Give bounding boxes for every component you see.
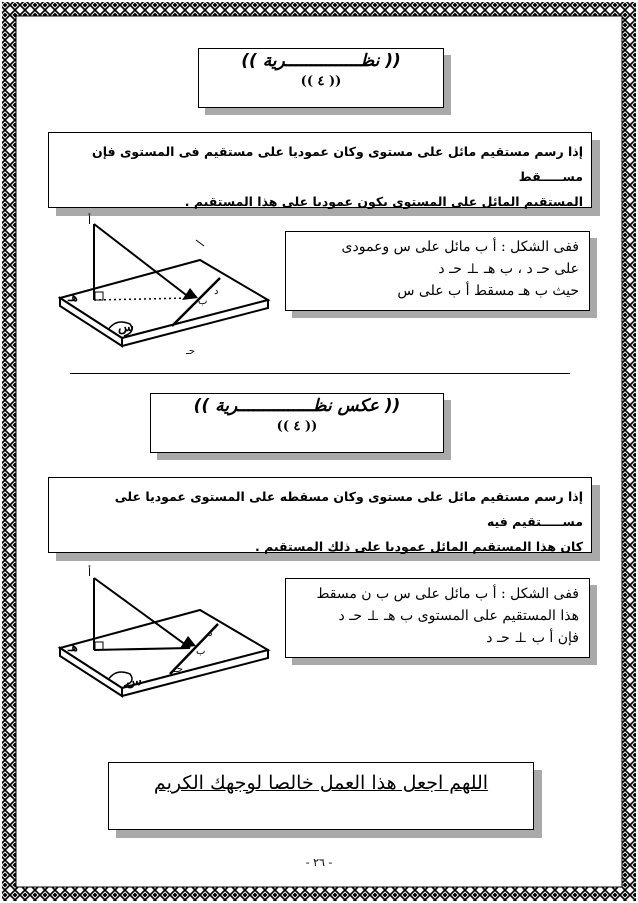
converse-number: (( ٤ )) bbox=[276, 419, 318, 434]
converse-desc-line2: هذا المستقيم على المستوى ب هـ ⊥ حـ د bbox=[338, 608, 579, 624]
converse-description bbox=[285, 578, 590, 658]
theorem-desc-line1: ففى الشكل : أ ب مائل على س وعمودى bbox=[341, 239, 579, 255]
converse-desc-line1: ففى الشكل : أ ب مائل على س ب ن مسقط bbox=[316, 586, 579, 602]
fig1-label-dal: د bbox=[214, 286, 219, 297]
fig2-label-seen: س bbox=[126, 674, 142, 689]
fig1-label-ha2: حـ bbox=[186, 346, 196, 357]
dua-box bbox=[108, 762, 534, 830]
section-separator bbox=[70, 373, 570, 374]
fig2-label-ha2: حـ bbox=[174, 664, 184, 675]
fig1-label-ha: هـ bbox=[68, 290, 78, 304]
fig2-label-dal: د bbox=[208, 628, 213, 639]
theorem-desc-line3: حيث ب هـ مسقط أ ب على س bbox=[397, 283, 579, 299]
theorem-description bbox=[285, 231, 590, 311]
theorem-title: (( نظـــــــــــــــرية )) bbox=[241, 51, 401, 71]
converse-title-box bbox=[150, 393, 444, 453]
fig1-label-seen: س bbox=[118, 320, 134, 335]
fig2-label-ha: هـ bbox=[68, 640, 78, 654]
theorem-number: (( ٤ )) bbox=[300, 74, 342, 89]
converse-figure bbox=[50, 568, 280, 718]
fig1-label-ba: ب bbox=[198, 296, 208, 307]
dua-text: اللهم اجعل هذا العمل خالصا لوجهك الكريم bbox=[153, 772, 489, 794]
theorem-figure bbox=[50, 218, 280, 368]
theorem-statement bbox=[48, 132, 592, 208]
theorem-statement-line2: المستقيم المائل على المستوى يكون عموديا على هذا المستقيم . bbox=[184, 194, 583, 209]
converse-desc-line3: فإن أ ب ⊥ حـ د bbox=[486, 630, 579, 646]
theorem-desc-line2: على حـ د ، ب هـ ⊥ حـ د bbox=[438, 261, 579, 277]
converse-title: (( عكس نظـــــــــــــــرية )) bbox=[193, 396, 401, 416]
page-number: - ٢٦ - bbox=[305, 856, 333, 869]
converse-statement bbox=[48, 477, 592, 553]
theorem-statement-line1: إذا رسم مستقيم مائل على مستوى وكان عموديا على مستقيم فى المستوى فإن مســـــقط bbox=[92, 144, 583, 184]
converse-statement-line1: إذا رسم مستقيم مائل على مستوى وكان مسقطه على المستوى عموديا على مســـــتقيم فيه bbox=[114, 489, 583, 529]
converse-statement-line2: كان هذا المستقيم المائل عموديا على ذلك المستقيم . bbox=[254, 539, 583, 554]
fig2-label-a: أ bbox=[88, 566, 92, 579]
fig2-label-ba: ب bbox=[196, 646, 206, 657]
theorem-title-box bbox=[198, 48, 444, 108]
fig1-label-a: أ bbox=[88, 214, 92, 227]
